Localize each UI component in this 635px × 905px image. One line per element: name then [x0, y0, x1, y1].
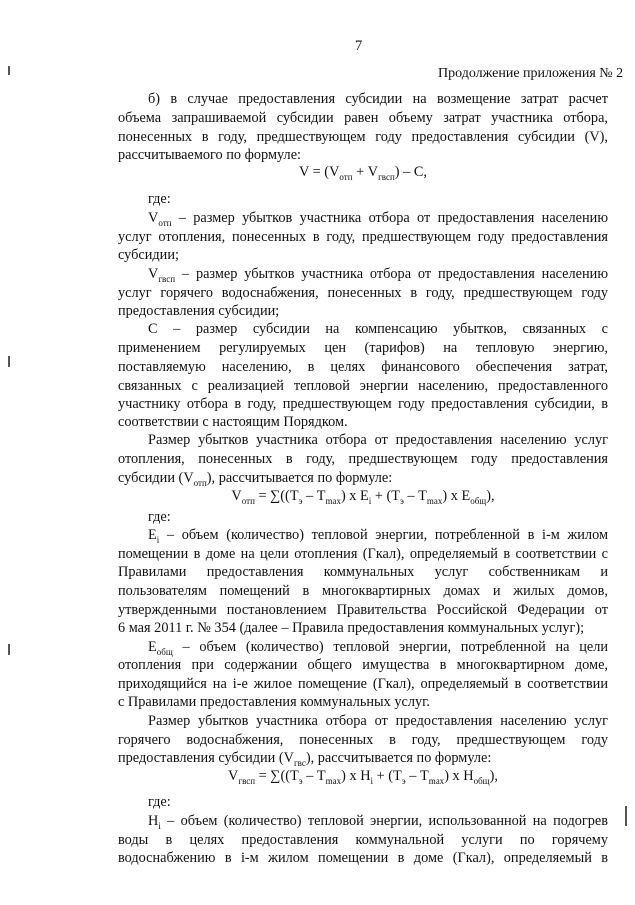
scan-mark — [8, 644, 10, 655]
text-line: поставляемую населению, в целях финансового обеспечения затрат, — [118, 359, 608, 375]
text-line: предоставления субсидии; — [118, 303, 280, 319]
subscript: э — [298, 775, 303, 786]
text-line: предоставления субсидии $(V_{гвс})$, рассчитывается по формуле: — [118, 750, 492, 768]
subscript: i — [158, 820, 161, 831]
subscript: max — [325, 495, 341, 506]
text-line: б) в случае предоставления субсидии на возмещение затрат расчет — [148, 91, 608, 107]
text-line: $H_i$ – объем (количество) тепловой энергии, использованной на подогрев — [148, 813, 608, 831]
text-line: $E_{общ}$ – объем (количество) тепловой энергии, потребленной на цели — [148, 639, 608, 657]
scan-mark — [8, 356, 10, 367]
formula-line: $V_{гвсп} = \sum((T_э - T_{max})$ x $H_i + (T_э - T_{max})$ x $H_{общ}$), — [228, 768, 498, 786]
text-line: $E_i$ – объем (количество) тепловой энергии, потребленной в i-м жилом — [148, 527, 608, 545]
subscript: max — [426, 495, 443, 506]
text-line: услуг горячего водоснабжения, понесенных в году, предшествующем году — [118, 285, 608, 301]
text-line: помещении в доме на цели отопления (Гкал), определяемый в соответствии с — [118, 546, 608, 562]
scan-mark — [625, 806, 627, 826]
text-line: субсидии; — [118, 247, 179, 263]
text-line: горячего водоснабжения, понесенных в году, предшествующем году — [118, 732, 608, 748]
subscript: гвсп — [158, 273, 176, 284]
appendix-header: Продолжение приложения № 2 — [438, 66, 624, 81]
text-line: понесенных в году, предшествующем году предоставления субсидии (V), — [118, 129, 608, 145]
subscript: общ — [470, 495, 487, 506]
subscript: max — [325, 775, 342, 786]
subscript: э — [298, 495, 303, 506]
formula-line: $V_{отп} = \sum((T_э - T_{max})$ x $E_i + (T_э - T_{max})$ x $E_{общ}$), — [231, 488, 495, 506]
text-line: где: — [148, 509, 171, 525]
text-line: C – размер субсидии на компенсацию убытков, связанных с — [148, 321, 608, 337]
text-line: участнику отбора в году, предшествующем году предоставления субсидии, в — [118, 396, 608, 412]
subscript: общ — [473, 775, 490, 786]
text-line: где: — [148, 191, 171, 207]
scan-mark — [8, 66, 10, 75]
text-line: $V_{отп}$ – размер убытков участника отбора от предоставления населению — [148, 210, 608, 228]
text-line: услуг отопления, понесенных в году, предшествующем году предоставления — [118, 229, 608, 245]
subscript: отп — [158, 217, 172, 228]
formula-line: $V = (V_{отп} + V_{гвсп}) - C$, — [299, 164, 427, 182]
text-line: воды в целях предоставления коммунальной услуги по горячему — [118, 832, 608, 848]
text-line: водоснабжению в i-м жилом помещении в доме (Гкал), определяемый в — [118, 850, 608, 866]
subscript: общ — [156, 646, 173, 657]
text-line: применением регулируемых цен (тарифов) на тепловую энергию, — [118, 340, 608, 356]
text-line: где: — [148, 794, 171, 810]
text-line: $V_{гвсп}$ – размер убытков участника отбора от предоставления населению — [148, 266, 608, 284]
text-line: пользователям помещений в многоквартирных домах и жилых домов, — [118, 583, 608, 599]
subscript: отп — [193, 477, 207, 488]
text-line: утвержденными постановлением Правительства Российской Федерации от — [118, 602, 608, 618]
subscript: э — [400, 495, 404, 506]
text-line: связанных с реализацией тепловой энергии населению, предоставленного — [118, 378, 608, 394]
subscript: отп — [241, 495, 255, 506]
subscript: гвсп — [378, 171, 395, 182]
text-line: Правилами предоставления коммунальных услуг собственникам и — [118, 564, 608, 580]
text-line: рассчитываемого по формуле: — [118, 147, 302, 163]
text-line: субсидии $(V_{отп})$, рассчитывается по формуле: — [118, 470, 393, 488]
subscript: э — [401, 775, 406, 786]
text-line: объема запрашиваемой субсидии равен объему затрат участника отбора, — [118, 110, 608, 126]
text-line: отопления при содержании общего имущества в многоквартирном доме, — [118, 657, 608, 673]
text-line: приходящийся на i-е жилое помещение (Гкал), определяемый в соответствии — [118, 676, 608, 692]
text-line: Размер убытков участника отбора от предоставления населению услуг — [148, 713, 608, 729]
subscript: i — [156, 534, 160, 545]
text-line: соответствии с настоящим Порядком. — [118, 414, 348, 430]
subscript: гвсп — [238, 775, 256, 786]
text-line: Размер убытков участника отбора от предоставления населению услуг — [148, 432, 608, 448]
text-line: 6 мая 2011 г. № 354 (далее – Правила предоставления коммунальных услуг); — [118, 620, 585, 636]
subscript: max — [428, 775, 445, 786]
text-line: с Правилами предоставления коммунальных услуг. — [118, 694, 430, 710]
page-number: 7 — [355, 38, 363, 54]
text-line: отопления, понесенных в году, предшествующем году предоставления — [118, 451, 608, 467]
subscript: гвс — [293, 757, 306, 768]
subscript: i — [370, 775, 374, 786]
subscript: отп — [339, 171, 353, 182]
subscript: i — [368, 495, 372, 506]
